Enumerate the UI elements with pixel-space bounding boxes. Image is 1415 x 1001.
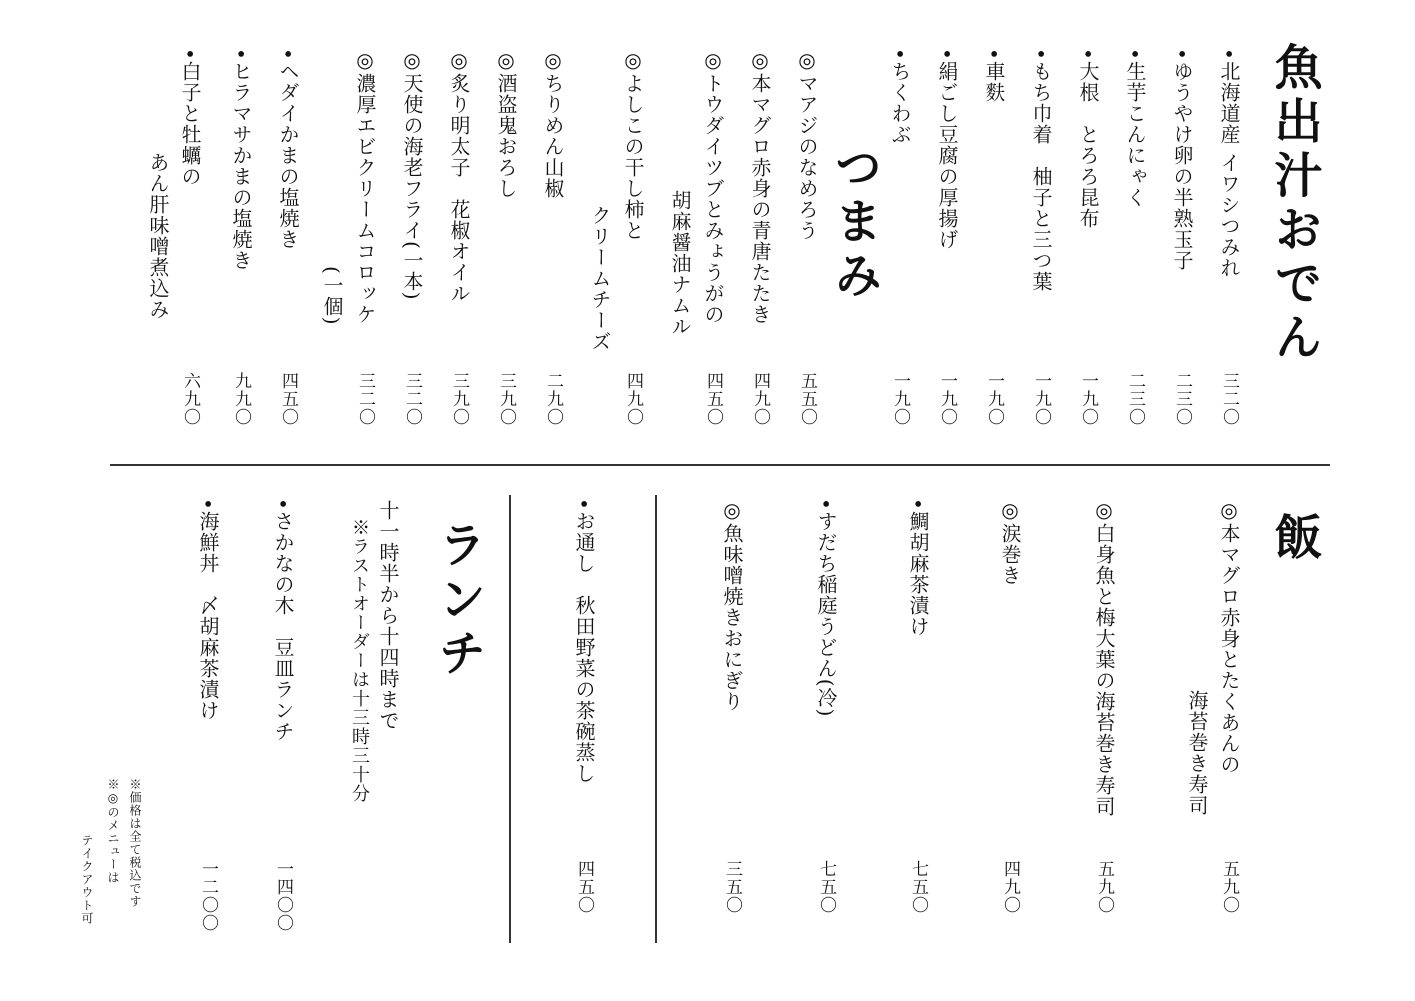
meshi-price: 七五〇	[816, 860, 836, 914]
oden-title: 魚出汁おでん	[1266, 42, 1322, 366]
lunch-item: •さかなの木 豆皿ランチ	[271, 498, 295, 742]
tsumami-price: 四五〇	[703, 372, 723, 426]
tsumami-item-line2: (一個)	[320, 266, 344, 326]
horizontal-divider	[110, 464, 1330, 466]
oden-item: •もち巾着 柚子と三つ葉	[1029, 48, 1053, 292]
meshi-title: 飯	[1266, 512, 1322, 566]
tsumami-item-line2: 胡麻醤油ナムル	[668, 190, 692, 337]
oden-price: 一九〇	[1031, 372, 1051, 426]
tsumami-item: ◎トウダイツブとみょうがの	[701, 48, 725, 325]
tsumami-item: ◎酒盗鬼おろし	[494, 48, 518, 199]
meshi-item-line2: 海苔巻き寿司	[1185, 690, 1209, 816]
tsumami-price: 三九〇	[496, 372, 516, 426]
tsumami-item: ◎よしこの干し柿と	[621, 48, 645, 241]
tsumami-item: ◎天使の海老フライ(一本)	[400, 48, 424, 301]
oden-item: •ゆうやけ卵の半熟玉子	[1170, 48, 1194, 271]
tsumami-item: ◎ちりめん山椒	[541, 48, 565, 199]
tsumami-price: 二九〇	[543, 372, 563, 426]
tsumami-price: 四九〇	[623, 372, 643, 426]
oden-price: 三二〇	[1219, 372, 1239, 426]
tsumami-item: ◎炙り明太子 花椒オイル	[447, 48, 471, 304]
lunch-price: 一四〇〇	[273, 860, 293, 932]
vertical-divider	[655, 495, 657, 943]
oden-price: 二三〇	[1125, 372, 1145, 426]
meshi-item: •鯛胡麻茶漬け	[906, 498, 930, 637]
tsumami-price: 三二〇	[355, 372, 375, 426]
lunch-price: 一二〇〇	[198, 860, 218, 932]
oden-price: 一九〇	[890, 372, 910, 426]
tsumami-price: 六九〇	[180, 372, 200, 426]
lunch-title: ランチ	[430, 520, 486, 682]
tsumami-item: •ヘダイかまの塩焼き	[276, 48, 300, 250]
oden-item: •ちくわぶ	[888, 48, 912, 145]
oden-price: 一九〇	[1078, 372, 1098, 426]
lunch-hours: 十一時半から十四時まで	[376, 500, 400, 731]
oden-price: 一九〇	[937, 372, 957, 426]
meshi-item: •すだち稲庭うどん(冷)	[814, 498, 838, 718]
meshi-price: 三五〇	[722, 860, 742, 914]
lunch-item: •海鮮丼 〆胡麻茶漬け	[196, 498, 220, 721]
meshi-price: 五九〇	[1094, 860, 1114, 914]
tsumami-title: つまみ	[826, 142, 882, 304]
tsumami-price: 三二〇	[402, 372, 422, 426]
oden-price: 二三〇	[1172, 372, 1192, 426]
note-takeout: ※◎のメニューは	[106, 778, 120, 884]
note-price-tax: ※価格は全て税込です	[128, 778, 142, 908]
meshi-item: ◎涙巻き	[998, 498, 1022, 586]
meshi-price: 七五〇	[908, 860, 928, 914]
tsumami-item: •ヒラマサかまの塩焼き	[229, 48, 253, 271]
meshi-item: ◎魚味噌焼きおにぎり	[720, 498, 744, 712]
note-takeout-2: テイクアウト可	[80, 834, 94, 925]
oden-item: •車麩	[982, 48, 1006, 103]
meshi-price: 四九〇	[1000, 860, 1020, 914]
tsumami-item-line2: クリームチーズ	[588, 205, 612, 352]
oden-price: 一九〇	[984, 372, 1004, 426]
tsumami-item: ◎本マグロ赤身の青唐たたき	[748, 48, 772, 325]
tsumami-item: ◎濃厚エビクリームコロッケ	[353, 48, 377, 325]
tsumami-item: ◎マアジのなめろう	[795, 48, 819, 241]
vertical-divider	[509, 495, 511, 943]
otoshi-item: •お通し 秋田野菜の茶碗蒸し	[572, 498, 596, 784]
tsumami-price: 九九〇	[231, 372, 251, 426]
oden-item: •北海道産 イワシつみれ	[1217, 48, 1241, 279]
oden-item: •絹ごし豆腐の厚揚げ	[935, 48, 959, 250]
otoshi-price: 四五〇	[574, 860, 594, 914]
tsumami-price: 五五〇	[797, 372, 817, 426]
oden-item: •生芋こんにゃく	[1123, 48, 1147, 208]
meshi-price: 五九〇	[1219, 860, 1239, 914]
tsumami-price: 三九〇	[449, 372, 469, 426]
lunch-last-order: ※ラストオーダーは十三時三十分	[349, 518, 370, 803]
tsumami-price: 四五〇	[278, 372, 298, 426]
tsumami-item: •白子と牡蠣の	[178, 48, 202, 187]
tsumami-price: 四九〇	[750, 372, 770, 426]
meshi-item: ◎白身魚と梅大葉の海苔巻き寿司	[1092, 498, 1116, 817]
tsumami-item-line2: あん肝味噌煮込み	[146, 152, 170, 320]
meshi-item: ◎本マグロ赤身とたくあんの	[1217, 498, 1241, 775]
oden-item: •大根 とろろ昆布	[1076, 48, 1100, 229]
